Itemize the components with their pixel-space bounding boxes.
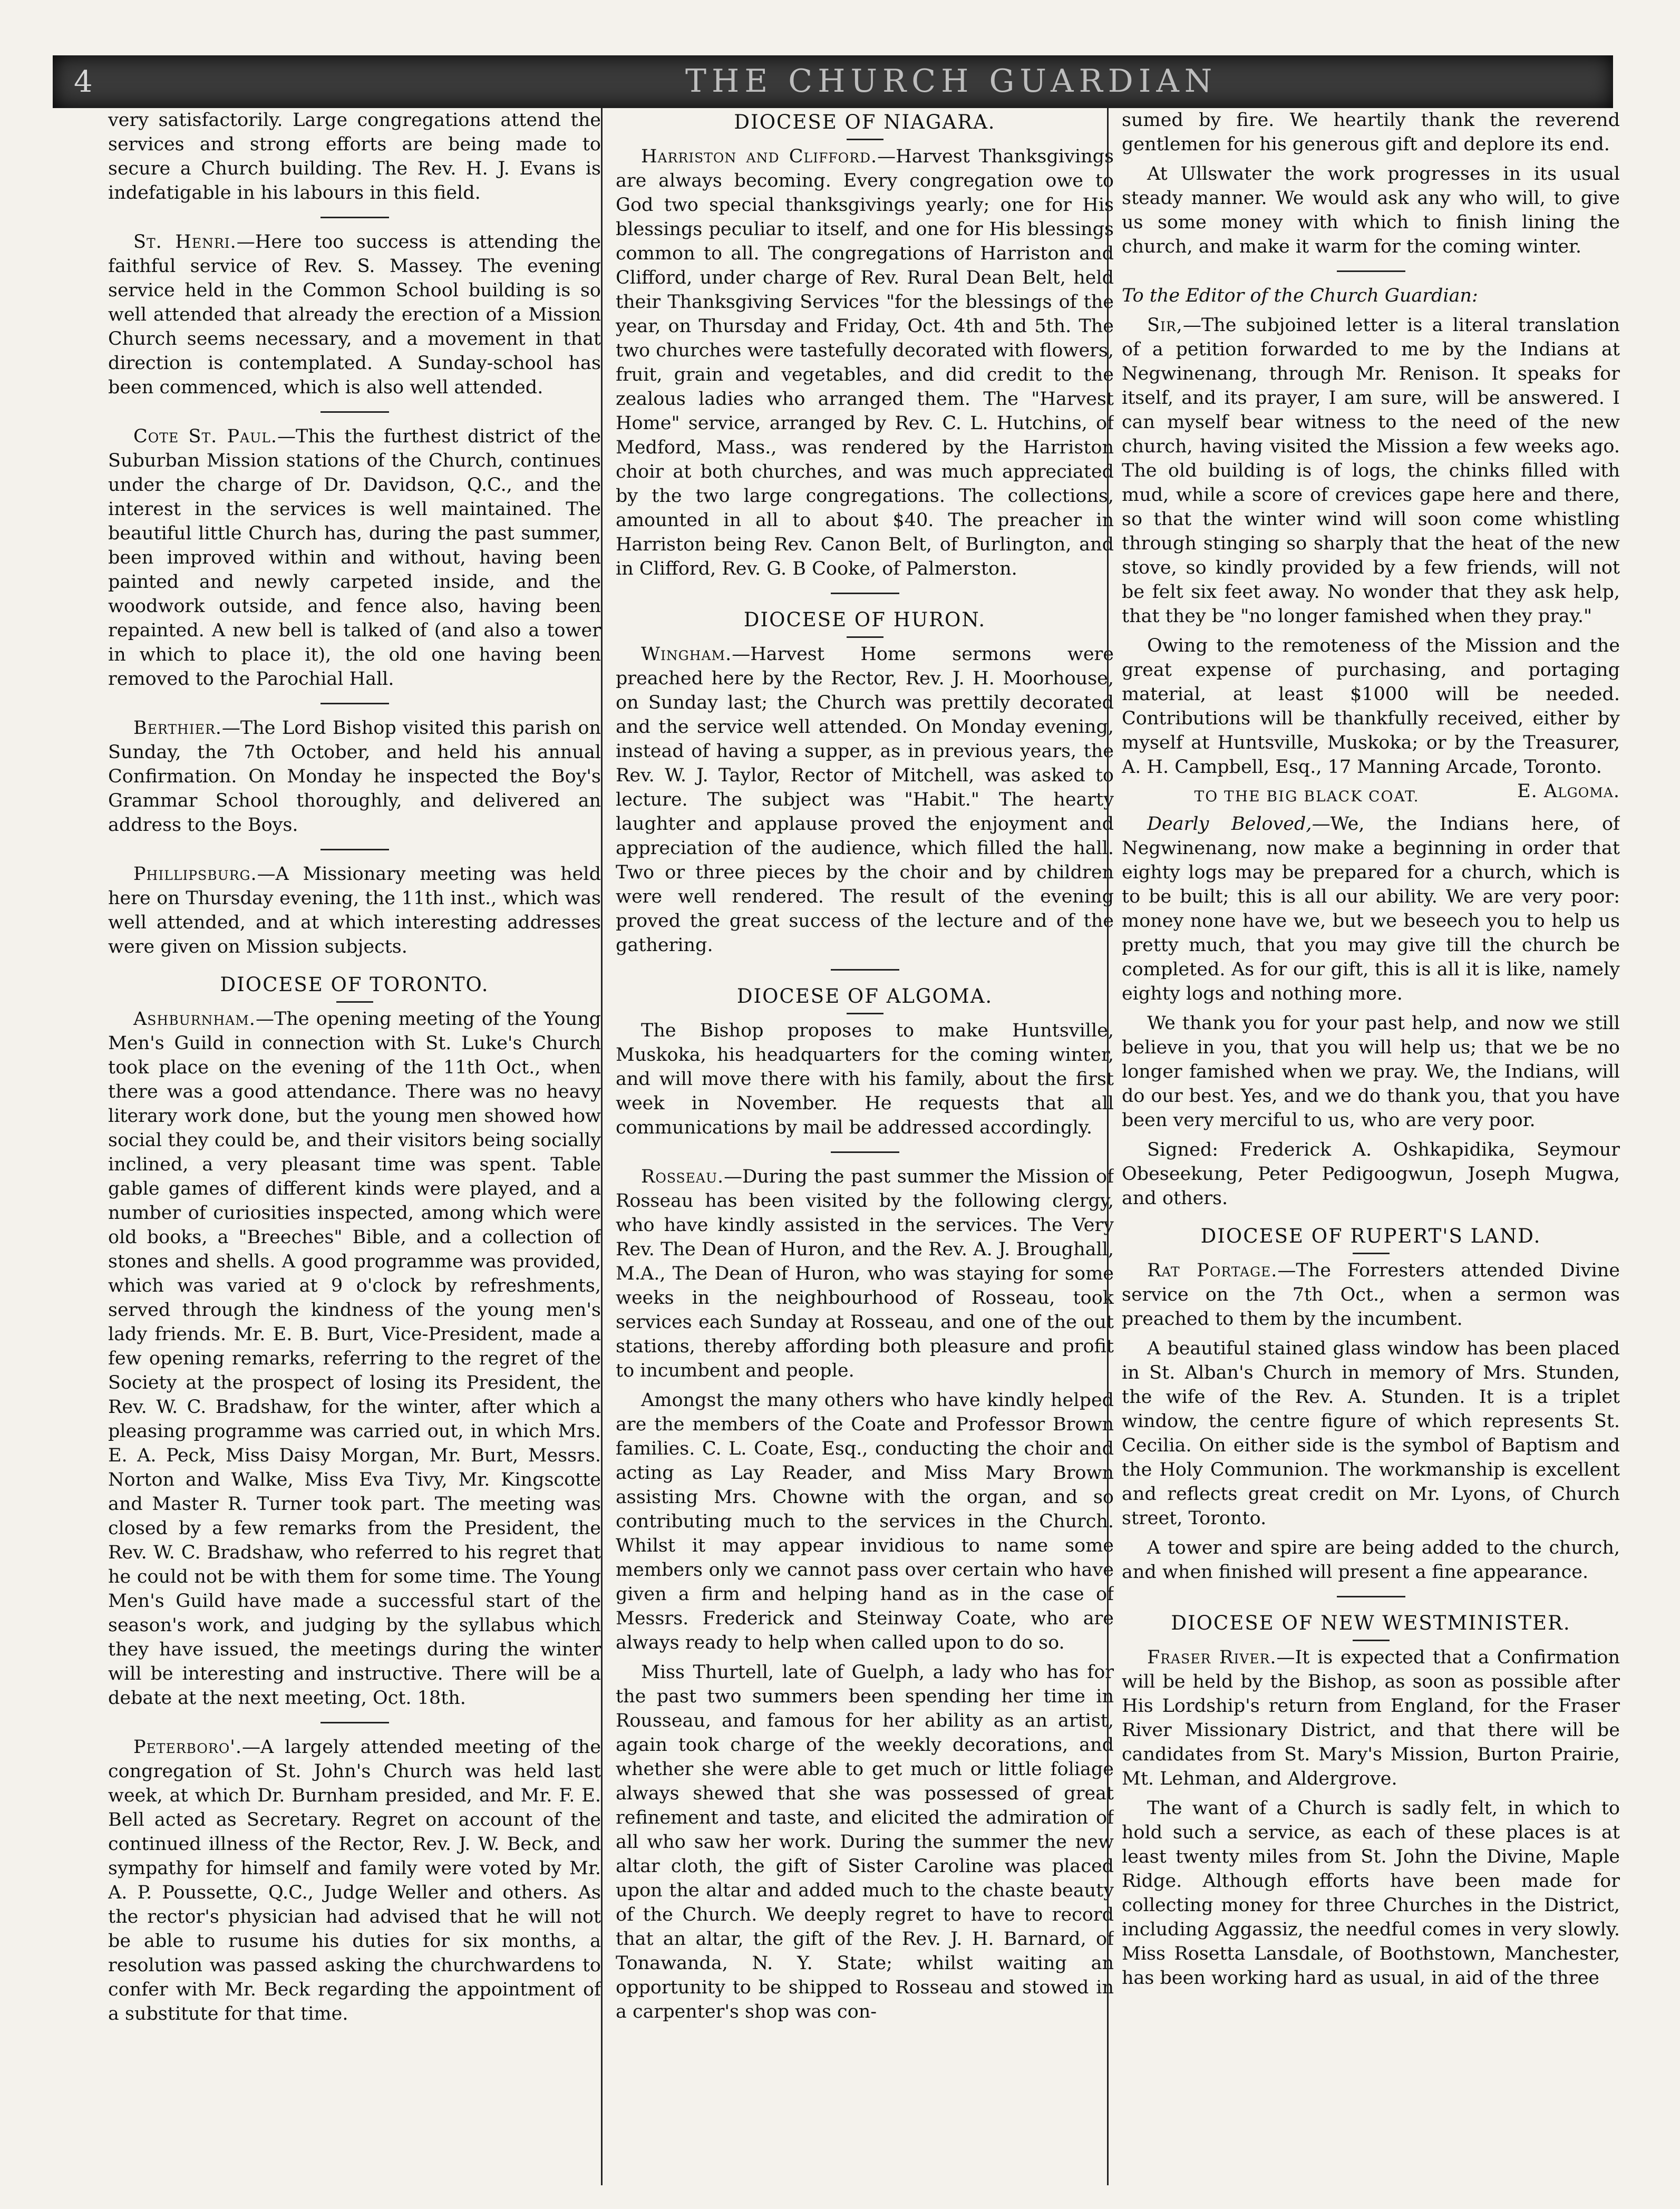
divider (1337, 270, 1405, 272)
paragraph (108, 1007, 601, 1710)
place-name: Rat Portage. (1147, 1260, 1278, 1281)
place-name: Wingham. (641, 644, 732, 665)
paragraph: sumed by fire. We heartily thank the reverend gentlemen for his generous gift and deplore its end. (1122, 110, 1620, 155)
divider (321, 849, 389, 850)
paragraph-text: —A Missionary meeting was held here on Thursday evening, the 11th inst., which was well attended, and at which interesting addresses were given on Mission subjects. (108, 864, 601, 957)
heading-rule (1353, 1253, 1390, 1254)
letter-title: TO THE BIG BLACK COAT. (1194, 788, 1420, 805)
paragraph: At Ullswater the work progresses in its usual steady manner. We would ask any who will, to give us some money with which to finish lining the church, and make it warm for the coming winter. (1122, 163, 1620, 257)
heading-rule (847, 139, 883, 140)
divider (321, 1722, 389, 1723)
paragraph-text: —This the furthest district of the Suburban Mission stations of the Church, continues under the charge of Dr. Davidson, Q.C., and the interest in the services is well maintained. The beautiful little Church has, during the past summer, been improved within and without, having been painted and newly carpeted inside, and the woodwork outside, and fence also, having been repainted. A new bell is talked of (and also a tower in which to place it), the old one having been removed to the Parochial Hall. (108, 426, 601, 690)
paragraph (108, 862, 601, 959)
section-heading-text: DIOCESE OF TORONTO. (220, 973, 489, 996)
divider (321, 217, 389, 218)
heading-rule (847, 1013, 883, 1014)
place-name: Cote St. Paul. (133, 426, 277, 447)
paragraph (108, 424, 601, 691)
divider (1337, 1596, 1405, 1597)
paragraph (616, 1165, 1114, 1383)
place-name: St. Henri. (133, 231, 237, 253)
section-heading (1122, 1611, 1620, 1641)
paragraph-text: —Here too success is attending the faithful service of Rev. S. Massey. The evening service held in the Common School building is so well attended that already the erection of a Mission Church seems necessary, and a movement in that direction is contemplated. A Sunday-school has been commenced, which is also well attended. (108, 231, 601, 398)
place-name: Peterboro'. (133, 1737, 242, 1758)
page-number: 4 (74, 65, 95, 99)
section-heading-text: DIOCESE OF RUPERT'S LAND. (1200, 1225, 1541, 1247)
paragraph (616, 144, 1114, 581)
paragraph: Amongst the many others who have kindly helped are the members of the Coate and Professor Brown families. C. L. Coate, Esq., conducting the choir and acting as Lay Reader, and Miss Mary Brown assisting Mrs. Chowne with the organ, and so contributing much to the services in the Church. Whilst it may appear invidious to name some members only we cannot pass over certain who have given a firm and helping hand as in the case of Messrs. Frederick and Steinway Coate, who are always ready to help when called upon to do so. (616, 1390, 1114, 1653)
paragraph: A tower and spire are being added to the church, and when finished will present a fine appearance. (1122, 1537, 1620, 1583)
paragraph-text: —The opening meeting of the Young Men's Guild in connection with St. Luke's Church took place on the evening of the 11th Oct., when there was a good attendance. There was no heavy literary work done, but the young men showed how social they could be, and their visitors being socially inclined, a very pleasant time was spent. Table gable games of different kinds were played, and a number of curiosities inspected, among which were old books, a "Breeches" Bible, and a collection of stones and shells. A good programme was provided, which was varied at 9 o'clock by refreshments, served through the kindness of the young men's lady friends. Mr. E. B. Burt, Vice-President, made a few opening remarks, referring to the regret of the Society at the prospect of losing its President, the Rev. W. C. Bradshaw, for the winter, after which a pleasing programme was carried out, in which Mrs. E. A. Peck, Miss Daisy Morgan, Mr. Burt, Messrs. Norton and Walke, Miss Eva Tivy, Mr. Kingscotte and Master R. Turner took part. The meeting was closed by a few remarks from the President, the Rev. W. C. Bradshaw, who referred to his regret that he could not be with them for some time. The Young Men's Guild have made a successful start of the season's work, and judging by the syllabus which they have issued, the meetings during the winter will be interesting and instructive. There will be a debate at the next meeting, Oct. 18th. (108, 1009, 601, 1709)
paragraph: very satisfactorily. Large congregations attend the services and strong efforts are being made to secure a Church building. The Rev. H. J. Evans is indefatigable in his labours in this field. (108, 110, 601, 204)
section-heading (108, 973, 601, 1003)
section-heading-text: DIOCESE OF ALGOMA. (736, 985, 993, 1007)
section-heading-text: DIOCESE OF HURON. (743, 608, 986, 631)
paragraph (108, 1735, 601, 2026)
paragraph: A beautiful stained glass window has been placed in St. Alban's Church in memory of Mrs. Stunden, the wife of the Rev. A. Stunden. It is a triplet window, the centre figure of which represents St. Cecilia. On either side is the symbol of Baptism and the Holy Communion. The workmanship is excellent and reflects great credit on Mr. Lyons, of Church street, Toronto. (1122, 1338, 1620, 1529)
paragraph (1122, 1258, 1620, 1331)
salutation: Sir, (1147, 315, 1183, 336)
heading-rule (847, 636, 883, 638)
heading-rule (1353, 1640, 1390, 1641)
section-heading (616, 984, 1114, 1014)
divider (831, 969, 899, 971)
paragraph-text: —We, the Indians here, of Negwinenang, now make a beginning in order that eighty logs may be prepared for a church, which is to be built; this is all our ability. We are very poor: money none have we, but we beseech you to help us pretty much, that you may give till the church be completed. As for our gift, this is all it is like, namely eighty logs and nothing more. (1122, 813, 1620, 1004)
paragraph-text: —Harvest Thanksgivings are always becoming. Every congregation owe to God two special thanksgivings yearly; one for His blessings peculiar to itself, and one for His blessings common to all. The congregations of Harriston and Clifford, under charge of Rev. Rural Dean Belt, held their Thanksgiving Services "for the blessings of the year, on Thursday and Friday, Oct. 4th and 5th. The two churches were tastefully decorated with flowers, fruit, grain and vegetables, and did credit to the zealous ladies who arranged them. The "Harvest Home" service, arranged by Rev. C. L. Hutchins, of Medford, Mass., was rendered by the Harriston choir at both churches, and was much appreciated by the two large congregations. The collections, amounted in all to about $40. The preacher in Harriston being Rev. Canon Belt, of Burlington, and in Clifford, Rev. G. B Cooke, of Palmerston. (616, 146, 1114, 579)
divider (831, 593, 899, 594)
place-name: Harriston and Clifford. (641, 146, 878, 167)
column-3 (1107, 108, 1620, 2185)
place-name: Rosseau. (641, 1166, 724, 1187)
paragraph-text: —The Lord Bishop visited this parish on Sunday, the 7th October, and held his annual Confirmation. On Monday he inspected the Boy's Grammar School thoroughly, and delivered an address to the Boys. (108, 718, 601, 836)
place-name: Ashburnham. (133, 1009, 256, 1030)
salutation: Dearly Beloved, (1147, 813, 1312, 835)
paragraph-text: —The subjoined letter is a literal translation of a petition forwarded to me by the Indians at Negwinenang, through Mr. Renison. It speaks for itself, and its prayer, I am sure, will be answered. I can myself bear witness to the need of the new church, having visited the Mission a few weeks ago. The old building is of logs, the chinks filled with mud, while a score of crevices gape here and there, so that the winter wind will soon come whistling through stinging so sharply that the heat of the new stove, so kindly provided by a few friends, will not be felt six feet away. No wonder that they ask help, that they be "no longer famished when they pray." (1122, 315, 1620, 627)
paragraph (1122, 313, 1620, 628)
paragraph-text: —During the past summer the Mission of Rosseau has been visited by the following clergy, who have kindly assisted in the services. The Very Rev. The Dean of Huron, and the Rev. A. J. Broughall, M.A., The Dean of Huron, who was staying for some weeks in the neighbourhood of Rosseau, took services each Sunday at Rosseau, and one of the out stations, thereby affording both pleasure and profit to incumbent and people. (616, 1166, 1114, 1381)
paragraph (108, 716, 601, 837)
paragraph: We thank you for your past help, and now we still believe in you, that you will help us; that we be no longer famished when we pray. We, the Indians, will do our best. Yes, and we do thank you, that you have been very merciful to us, who are very poor. (1122, 1013, 1620, 1131)
paragraph: The want of a Church is sadly felt, in which to hold such a service, as each of these places is at least twenty miles from St. John the Divine, Maple Ridge. Although efforts have been made for collecting money for three Churches in the District, including Aggassiz, the needful comes in very slowly. Miss Rosetta Lansdale, of Boothstown, Manchester, has been working hard as usual, in aid of the three (1122, 1798, 1620, 1989)
place-name: Fraser River. (1147, 1647, 1277, 1668)
place-name: Phillipsburg. (133, 864, 257, 885)
divider (831, 1151, 899, 1153)
editor-salutation: To the Editor of the Church Guardian: (1122, 285, 1478, 306)
section-heading-text: DIOCESE OF NIAGARA. (734, 111, 996, 133)
section-heading (616, 110, 1114, 140)
paragraph: Miss Thurtell, late of Guelph, a lady who has for the past two summers been spending her time in Rousseau, and famous for her ability as an artist, again took charge of the weekly decorations, and whether she were able to get much or little foliage always shewed that she was possessed of great refinement and taste, and elicited the admiration of all who saw her work. During the summer the new altar cloth, the gift of Sister Caroline was placed upon the altar and added much to the chaste beauty of the Church. We deeply regret to have to record that an altar, the gift of the Rev. J. H. Barnard, of Tonawanda, N. Y. State; whilst waiting an opportunity to be shipped to Rosseau and stowed in a carpenter's shop was con- (616, 1662, 1114, 2022)
paragraph-text: Owing to the remoteness of the Mission and the great expense of purchasing, and portaging material, at least $1000 will be needed. Contributions will be thankfully received, either by myself at Huntsville, Muskoka; or by the Treasurer, A. H. Campbell, Esq., 17 Manning Arcade, Toronto. (1122, 635, 1620, 778)
paragraph: Signed: Frederick A. Oshkapidika, Seymour Obeseekung, Peter Pedigoogwun, Joseph Mugwa, and others. (1122, 1139, 1620, 1209)
masthead (53, 55, 1613, 108)
signature: E. Algoma. (1517, 781, 1620, 802)
paragraph (108, 230, 601, 400)
section-heading (616, 608, 1114, 638)
section-heading (1122, 1224, 1620, 1254)
paragraph (1122, 812, 1620, 1006)
paragraph-text: —Harvest Home sermons were preached here by the Rector, Rev. J. H. Moorhouse, on Sunday last; the Church was prettily decorated and the service well attended. On Monday evening, instead of having a supper, as in previous years, the Rev. W. J. Taylor, Rector of Mitchell, was asked to lecture. The subject was "Habit." The hearty laughter and applause proved the enjoyment and appreciation of the audience, which filled the hall. Two or three pieces by the choir and by children were well rendered. The result of the evening proved the great success of the lecture and of the gathering. (616, 644, 1114, 956)
section-heading-text: DIOCESE OF NEW WESTMINISTER. (1171, 1612, 1571, 1634)
paragraph-text: —A largely attended meeting of the congregation of St. John's Church was held last week, at which Dr. Burnham presided, and Mr. F. E. Bell acted as Secretary. Regret on account of the continued illness of the Rector, Rev. J. W. Beck, and sympathy for himself and family were voted by Mr. A. P. Poussette, Q.C., Judge Weller and others. As the rector's physician had advised that he will not be able to rusume his duties for six months, a resolution was passed asking the churchwardens to confer with Mr. Beck regarding the appointment of a substitute for that time. (108, 1737, 601, 2024)
heading-rule (336, 1001, 373, 1003)
paragraph: The Bishop proposes to make Huntsville, Muskoka, his headquarters for the coming winter, and will move there with his family, about the first week in November. He requests that all communications by mail be addressed accordingly. (616, 1020, 1114, 1138)
divider (321, 703, 389, 704)
paragraph-text: —The Forresters attended Divine service on the 7th Oct., when a sermon was preached to them by the incumbent. (1122, 1260, 1620, 1330)
place-name: Berthier. (133, 718, 222, 739)
paragraph-text: —It is expected that a Confirmation will be held by the Bishop, as soon as possible after His Lordship's return from England, for the Fraser River Missionary District, and that there will be candidates from St. Mary's Mission, Burton Prairie, Mt. Lehman, and Aldergrove. (1122, 1647, 1620, 1789)
divider (321, 411, 389, 413)
column-2 (601, 108, 1114, 2185)
paragraph (616, 642, 1114, 957)
newspaper-title: THE CHURCH GUARDIAN (685, 63, 1218, 100)
column-1 (108, 108, 601, 2185)
paragraph (1122, 1645, 1620, 1791)
